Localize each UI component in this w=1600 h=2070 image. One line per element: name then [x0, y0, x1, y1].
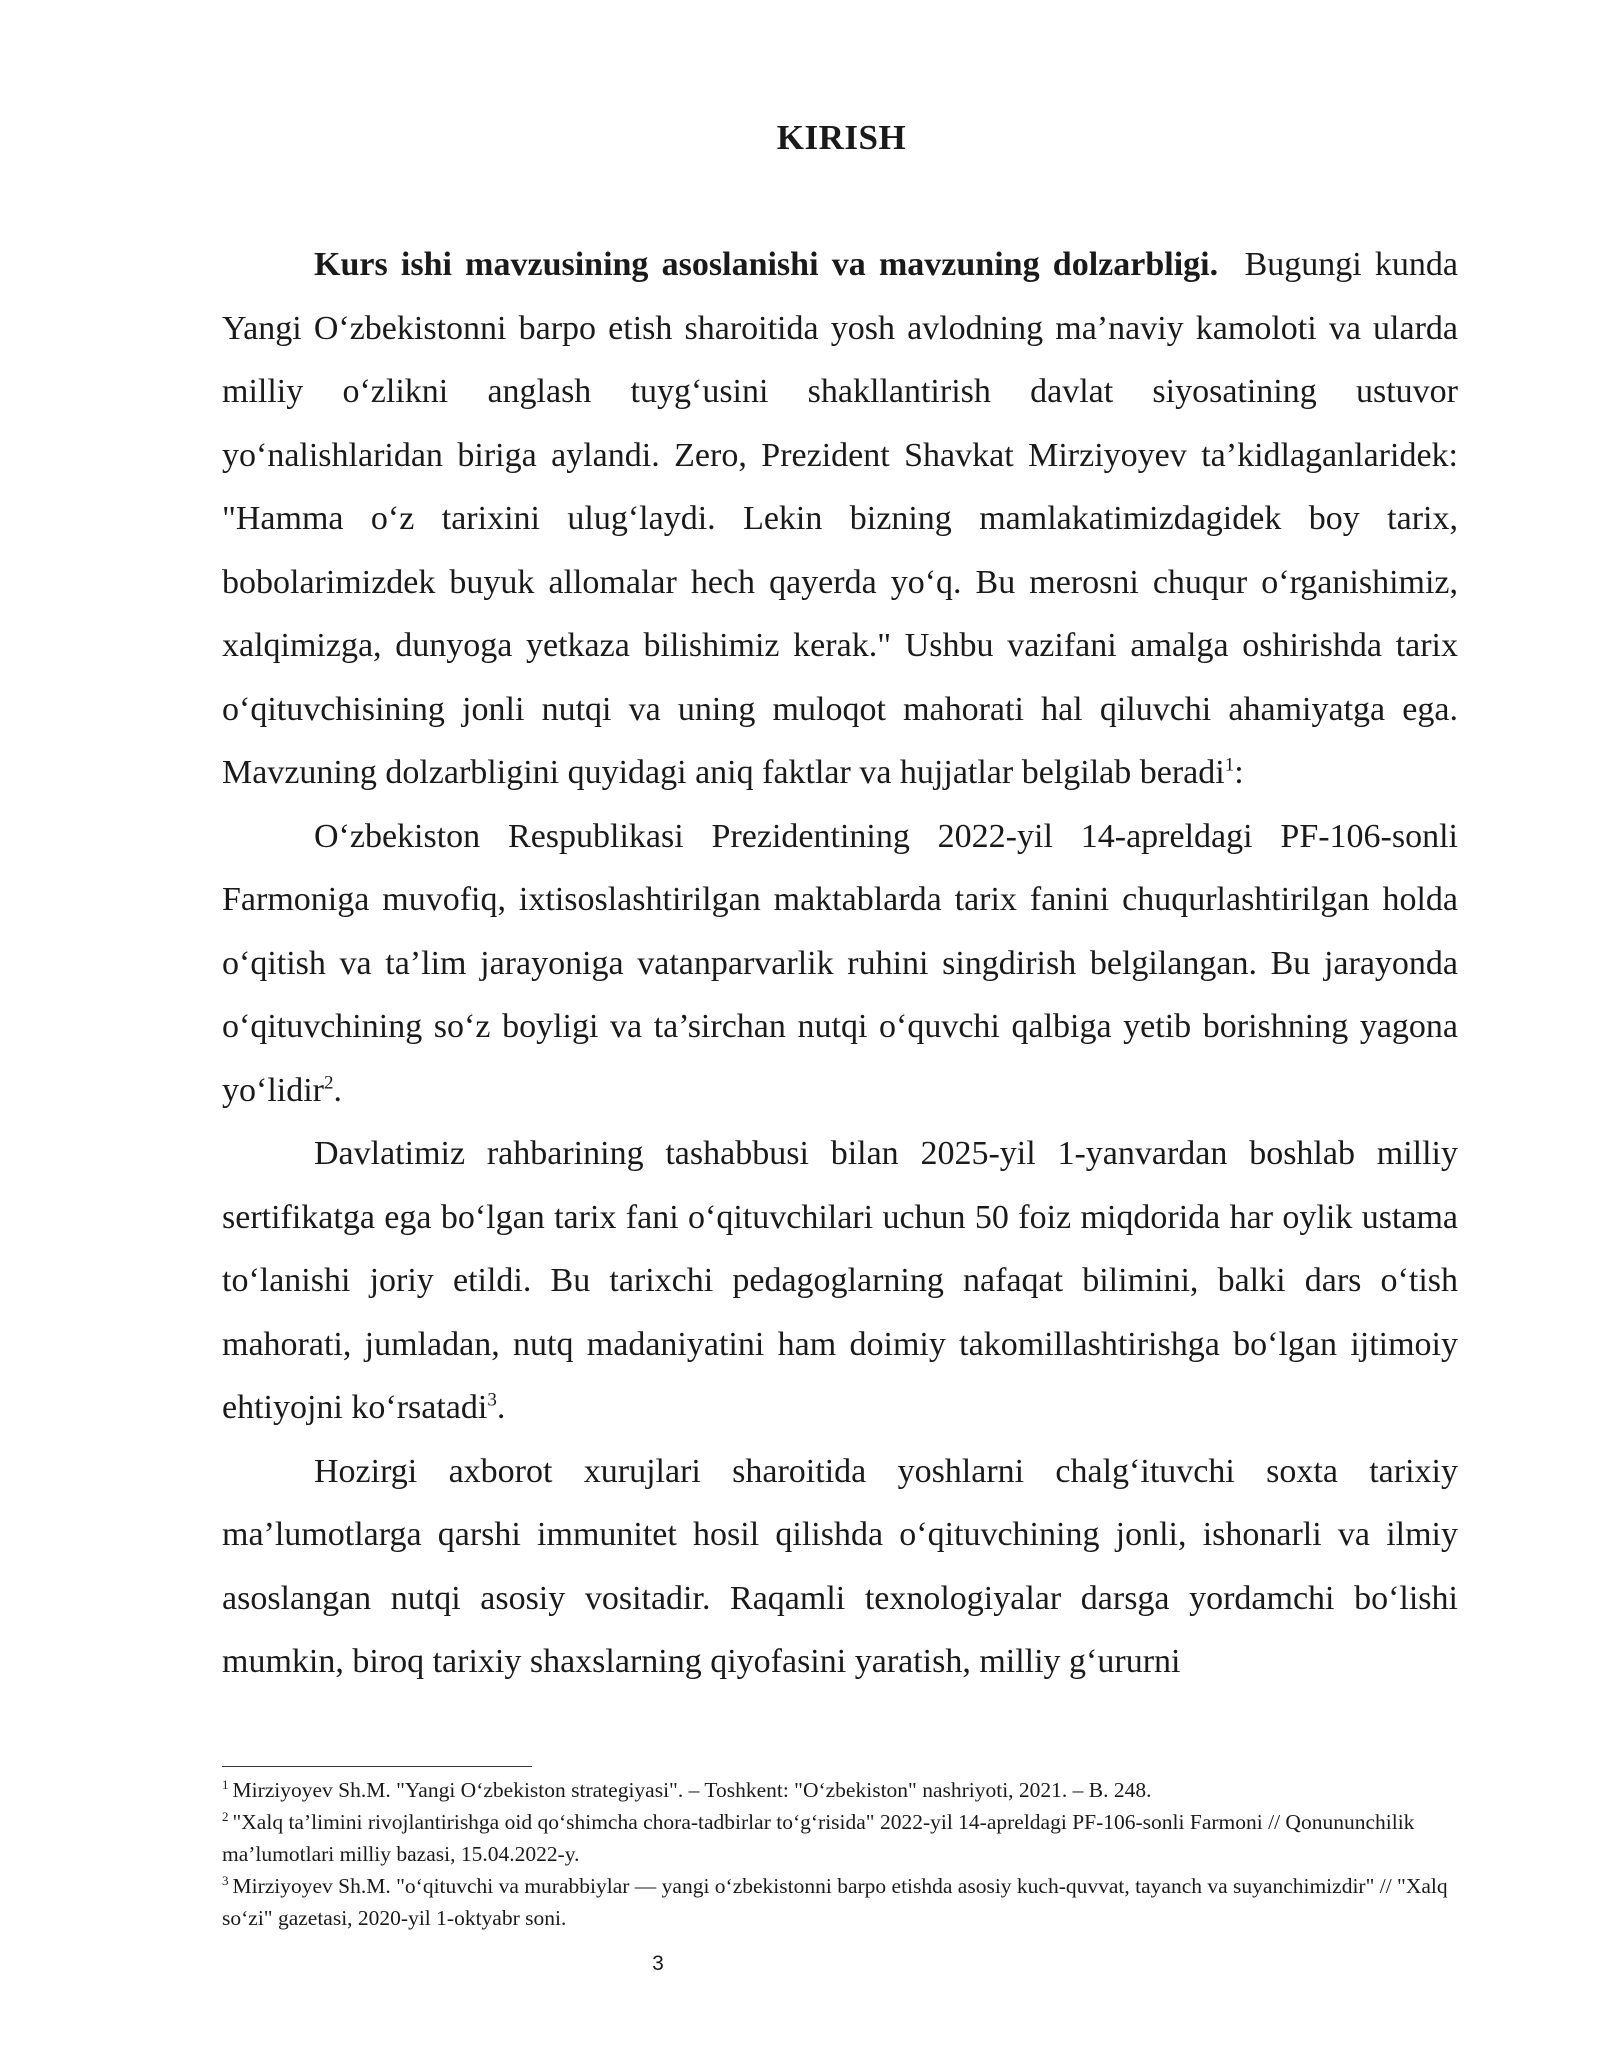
footnote-mark: 3: [222, 1872, 229, 1888]
paragraph-text: O‘zbekiston Respublikasi Prezidentining 2022-yil 14-apreldagi PF-106-sonli Farmoniga muvofiq, ixtisoslashtirilgan maktablarda tarix fanini chuqurlashtirilgan holda o‘qitish va ta’lim jarayoniga vatanparvarlik ruhini singdirish belgilangan. Bu jarayonda o‘qituvchining so‘z boyligi va ta’sirchan nutqi o‘quvchi qalbiga yetib borishning yagona yo‘lidir: [222, 817, 1458, 1109]
footnote-1: [222, 1774, 1458, 1806]
footnote-ref-1: 1: [1224, 754, 1235, 776]
footnote-2: [222, 1806, 1458, 1870]
body-text: [222, 233, 1458, 1694]
paragraph-lead: Kurs ishi mavzusining asoslanishi va mavzuning dolzarbligi.: [314, 246, 1219, 283]
paragraph-tail: .: [496, 1389, 506, 1426]
footnote-mark: 1: [222, 1776, 229, 1792]
paragraph-text: Hozirgi axborot xurujlari sharoitida yoshlarni chalg‘ituvchi soxta tarixiy ma’lumotlarga qarshi immunitet hosil qilishda o‘qituvchining jonli, ishonarli va ilmiy asoslangan nutqi asosiy vositadir. Raqamli texnologiyalar darsga yordamchi bo‘lishi mumkin, biroq tarixiy shaxslarning qiyofasini yaratish, milliy g‘ururni: [222, 1452, 1458, 1680]
footnotes: [222, 1774, 1458, 1934]
footnote-separator: [222, 1766, 532, 1767]
footnote-mark: 2: [222, 1808, 229, 1824]
footnote-text: Mirziyoyev Sh.M. "Yangi O‘zbekiston strategiyasi". – Toshkent: "O‘zbekiston" nashriyoti, 2021. – B. 248.: [232, 1778, 1152, 1802]
paragraph-tail: :: [1234, 754, 1244, 791]
page-number: 3: [652, 1952, 664, 1975]
section-title: KIRISH: [776, 118, 907, 157]
paragraph-tail: .: [333, 1071, 342, 1109]
footnote-3: [222, 1870, 1458, 1934]
paragraph-4: [222, 1440, 1458, 1694]
footnote-ref-2: 2: [323, 1072, 334, 1094]
footnote-text: Mirziyoyev Sh.M. "o‘qituvchi va murabbiylar — yangi o‘zbekistonni barpo etishda asosiy kuch-quvvat, tayanch va suyanchimizdir" // "Xalq so‘zi" gazetasi, 2020-yil 1-oktyabr soni.: [222, 1874, 1448, 1930]
footnote-ref-3: 3: [487, 1389, 497, 1411]
paragraph-2: [222, 805, 1458, 1123]
footnote-text: "Xalq ta’limini rivojlantirishga oid qo‘shimcha chora-tadbirlar to‘g‘risida" 2022-yil 14-apreldagi PF-106-sonli Farmoni // Qonununchilik ma’lumotlari milliy bazasi, 15.04.2022-y.: [222, 1810, 1415, 1866]
paragraph-text: Davlatimiz rahbarining tashabbusi bilan 2025-yil 1-yanvardan boshlab milliy sertifikatga ega bo‘lgan tarix fani o‘qituvchilari uchun 50 foiz miqdorida har oylik ustama to‘lanishi joriy etildi. Bu tarixchi pedagoglarning nafaqat bilimini, balki dars o‘tish mahorati, jumladan, nutq madaniyatini ham doimiy takomillashtirishga bo‘lgan ijtimoiy ehtiyojni ko‘rsatadi: [222, 1135, 1458, 1426]
paragraph-1: [222, 233, 1458, 805]
paragraph-3: [222, 1122, 1458, 1440]
paragraph-text: Bugungi kunda Yangi O‘zbekistonni barpo etish sharoitida yosh avlodning ma’naviy kamoloti va ularda milliy o‘zlikni anglash tuyg‘usini shakllantirish davlat siyosatining ustuvor yo‘nalishlaridan biriga aylandi. Zero, Prezident Shavkat Mirziyoyev ta’kidlaganlaridek: "Hamma o‘z tarixini ulug‘laydi. Lekin bizning mamlakatimizdagidek boy tarix, bobolarimizdek buyuk allomalar hech qayerda yo‘q. Bu merosni chuqur o‘rganishimiz, xalqimizga, dunyoga yetkaza bilishimiz kerak." Ushbu vazifani amalga oshirishda tarix o‘qituvchisining jonli nutqi va uning muloqot mahorati hal qiluvchi ahamiyatga ega. Mavzuning dolzarbligini quyidagi aniq faktlar va hujjatlar belgilab beradi: [222, 246, 1459, 791]
